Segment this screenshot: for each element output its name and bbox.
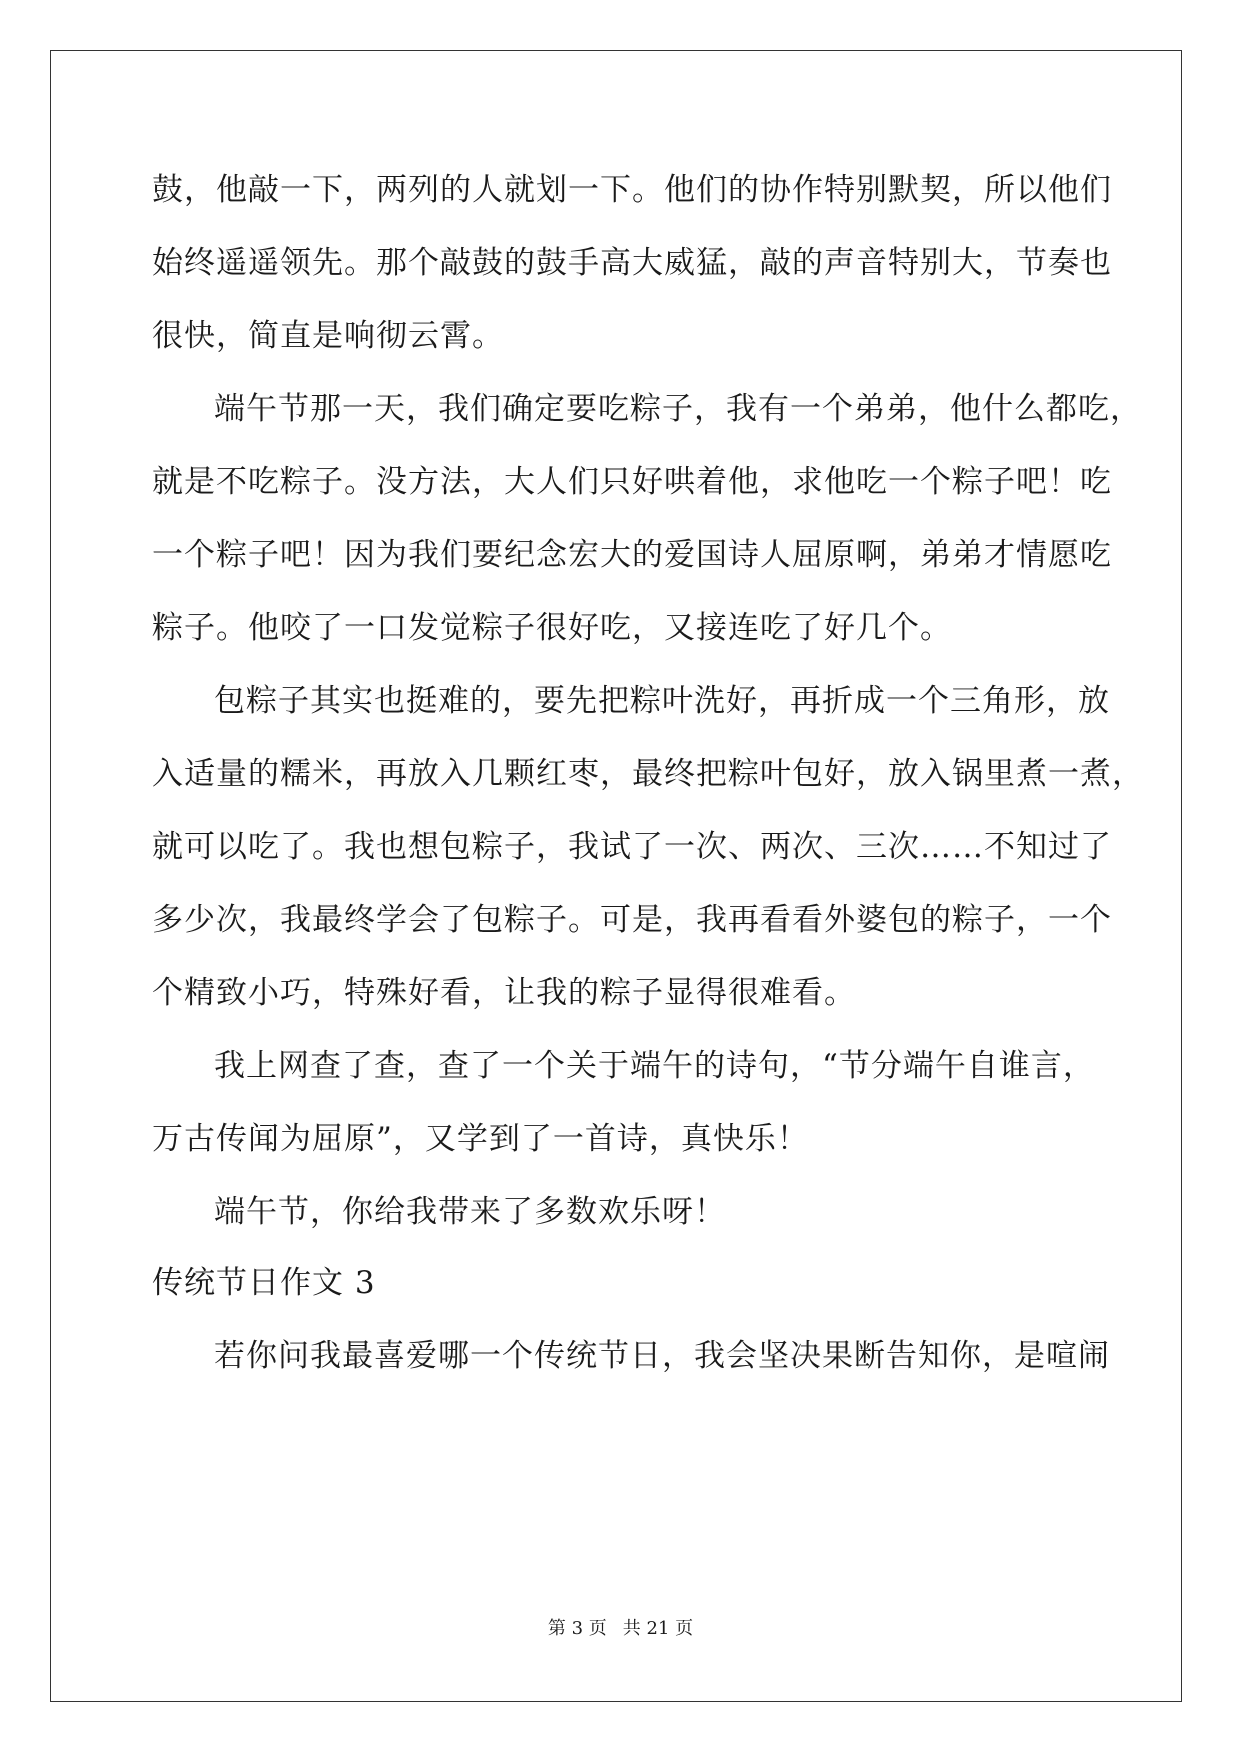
body-line: 就是不吃粽子。没方法，大人们只好哄着他，求他吃一个粽子吧！吃 bbox=[152, 464, 1112, 500]
body-line: 入适量的糯米，再放入几颗红枣，最终把粽叶包好，放入锅里煮一煮， bbox=[152, 756, 1144, 792]
body-line: 个精致小巧，特殊好看，让我的粽子显得很难看。 bbox=[152, 975, 856, 1011]
paragraph-first-line: 若你问我最喜爱哪一个传统节日，我会坚决果断告知你，是喧闹 bbox=[214, 1338, 1110, 1374]
body-line: 始终遥遥领先。那个敲鼓的鼓手高大威猛，敲的声音特别大，节奏也 bbox=[152, 245, 1112, 281]
page-frame bbox=[50, 50, 1182, 1702]
section-heading: 传统节日作文 3 bbox=[152, 1265, 376, 1301]
paragraph-first-line: 包粽子其实也挺难的，要先把粽叶洗好，再折成一个三角形，放 bbox=[214, 683, 1110, 719]
paragraph-first-line: 端午节，你给我带来了多数欢乐呀！ bbox=[214, 1194, 726, 1230]
page-footer bbox=[0, 1617, 1241, 1641]
body-line: 多少次，我最终学会了包粽子。可是，我再看看外婆包的粽子，一个 bbox=[152, 902, 1112, 938]
page-total: 共 21 页 bbox=[622, 1618, 694, 1639]
body-line: 万古传闻为屈原”，又学到了一首诗，真快乐！ bbox=[152, 1121, 809, 1157]
page-number: 第 3 页 bbox=[547, 1618, 607, 1639]
body-line: 鼓，他敲一下，两列的人就划一下。他们的协作特别默契，所以他们 bbox=[152, 172, 1112, 208]
body-line: 粽子。他咬了一口发觉粽子很好吃，又接连吃了好几个。 bbox=[152, 610, 952, 646]
paragraph-first-line: 我上网查了查，查了一个关于端午的诗句，“节分端午自谁言， bbox=[214, 1048, 1095, 1084]
body-line: 就可以吃了。我也想包粽子，我试了一次、两次、三次……不知过了 bbox=[152, 829, 1112, 865]
body-line: 一个粽子吧！因为我们要纪念宏大的爱国诗人屈原啊，弟弟才情愿吃 bbox=[152, 537, 1112, 573]
body-line: 很快，简直是响彻云霄。 bbox=[152, 318, 504, 354]
paragraph-first-line: 端午节那一天，我们确定要吃粽子，我有一个弟弟，他什么都吃， bbox=[214, 391, 1142, 427]
